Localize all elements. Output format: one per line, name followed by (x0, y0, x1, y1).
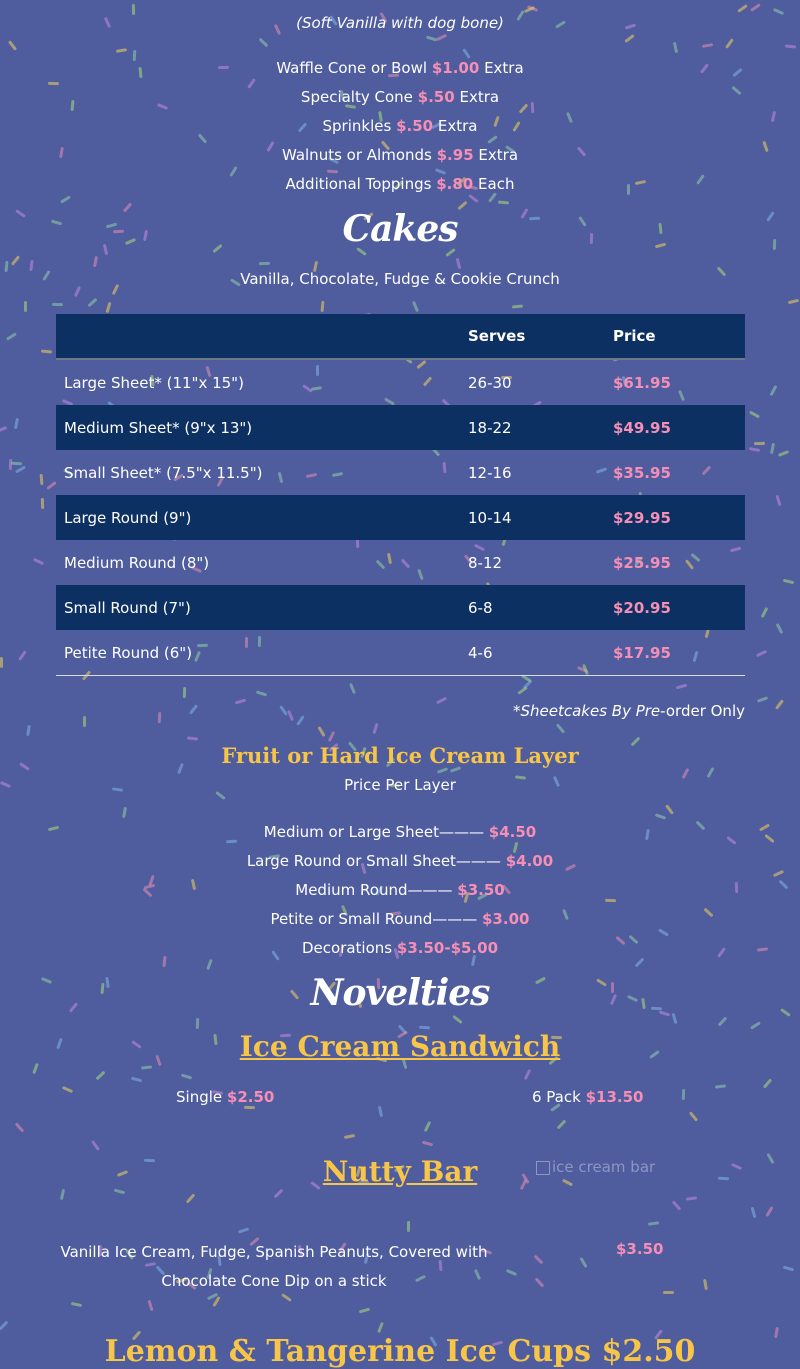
header-item (56, 314, 460, 359)
cake-size: Small Sheet* (7.5"x 11.5") (64, 463, 263, 482)
sprinkle (321, 301, 325, 312)
layer-name: Large Round or Small Sheet——— (246, 852, 501, 870)
sprinkle (317, 726, 325, 737)
table-row (56, 495, 745, 540)
sprinkle (24, 301, 27, 312)
layer-price: $4.50 (488, 823, 537, 841)
sprinkle (33, 558, 44, 566)
nutty-bar-description: Vanilla Ice Cream, Fudge, Spanish Peanuts, Covered with Chocolate Cone Dip on a stick (60, 1243, 488, 1290)
ice-cream-bar-image (536, 1158, 666, 1180)
sprinkle (8, 40, 17, 51)
layer-price: $3.50 (457, 881, 505, 899)
table-row (56, 585, 745, 630)
extra-price: $1.00 (431, 59, 480, 77)
sheetcake-note-rest: -order Only (660, 702, 745, 720)
layer-item (0, 934, 800, 963)
cake-size: Large Round (9") (56, 495, 460, 540)
table-row (56, 540, 745, 585)
sheetcake-note-italic: *Sheetcakes By Pre (512, 702, 661, 720)
sprinkle (0, 426, 7, 433)
sprinkle (91, 1140, 100, 1151)
sprinkle (18, 650, 27, 661)
sprinkle (106, 302, 112, 313)
sprinkle (189, 704, 198, 715)
sprinkle (15, 1122, 25, 1132)
sprinkle (778, 450, 789, 457)
extra-price: $.50 (396, 117, 434, 135)
sprinkle (672, 1200, 682, 1210)
extra-unit: Extra (484, 59, 524, 77)
sprinkle (498, 201, 509, 205)
extras-list (0, 54, 800, 199)
table-row (56, 450, 745, 495)
sprinkle (407, 1221, 410, 1232)
cakes-price-table (56, 314, 745, 676)
layer-item (0, 847, 800, 876)
sprinkle (328, 731, 336, 742)
sprinkle (682, 1089, 686, 1100)
sprinkle (686, 1196, 697, 1201)
sprinkle (116, 48, 127, 53)
sprinkle (783, 1266, 794, 1272)
cake-price: $61.95 (613, 373, 671, 392)
sprinkle (648, 1221, 659, 1226)
extra-item (0, 54, 800, 83)
nutty-bar-heading: Nutty Bar (322, 1155, 478, 1188)
sprinkle (506, 1269, 517, 1276)
extra-price: $.80 (436, 175, 474, 193)
sprinkle (436, 34, 447, 42)
sprinkle (524, 1069, 532, 1080)
sprinkle (436, 697, 447, 705)
cake-price: $35.95 (613, 463, 671, 482)
sprinkle (788, 299, 799, 304)
layer-subtitle: Price Per Layer (344, 776, 456, 794)
sprinkle (703, 1279, 708, 1290)
sprinkle (0, 1321, 8, 1331)
sprinkle (0, 657, 3, 668)
header-serves: Serves (460, 314, 605, 359)
sprinkle (344, 1134, 355, 1139)
sprinkle (672, 1013, 678, 1024)
sandwich-six-pack (532, 1088, 643, 1106)
extra-item (0, 83, 800, 112)
sprinkle (535, 1277, 545, 1287)
cake-size: Small Round (7") (56, 585, 460, 630)
sprinkle (750, 1021, 761, 1030)
sprinkle (718, 1016, 728, 1026)
layer-price: $4.00 (505, 852, 554, 870)
sandwich-pack-label: 6 Pack (532, 1088, 581, 1106)
sprinkle (141, 1065, 152, 1069)
sprinkle (131, 1077, 142, 1083)
table-row (56, 405, 745, 450)
sandwich-single-price: $2.50 (226, 1088, 275, 1106)
image-alt-text: ice cream bar (552, 1158, 656, 1176)
extra-item (0, 141, 800, 170)
sprinkle (11, 255, 20, 265)
sprinkle (775, 699, 784, 710)
sprinkle (359, 1308, 370, 1314)
sprinkle (437, 767, 448, 774)
sprinkle (244, 1106, 255, 1109)
sprinkle (676, 684, 687, 690)
softserve-note: (Soft Vanilla with dog bone) (296, 14, 504, 32)
cake-size: Large Sheet* (11"x 15") (64, 373, 244, 392)
sprinkle (183, 687, 186, 698)
layer-price: $3.00 (482, 910, 530, 928)
broken-image-icon (536, 1161, 550, 1175)
sprinkle (14, 418, 19, 429)
sprinkle (274, 1189, 284, 1199)
sprinkle (756, 650, 767, 657)
sprinkle (689, 1111, 698, 1121)
sprinkle (235, 699, 246, 705)
cakes-flavors: Vanilla, Chocolate, Fudge & Cookie Crunch (240, 270, 560, 288)
sprinkle (624, 34, 635, 43)
extra-name: Sprinkles (322, 117, 392, 135)
sprinkle (702, 43, 713, 48)
extra-name: Waffle Cone or Bowl (276, 59, 428, 77)
sprinkle (750, 3, 761, 12)
cake-serves: 6-8 (460, 585, 605, 630)
sprinkle (6, 332, 17, 340)
sprinkle (349, 683, 356, 694)
sprinkle (765, 1206, 773, 1217)
ice-cups-heading: Lemon & Tangerine Ice Cups $2.50 (104, 1334, 696, 1369)
nutty-bar-price: $3.50 (616, 1240, 664, 1258)
sprinkle (287, 710, 294, 721)
cake-price: $49.95 (605, 405, 745, 450)
sprinkle (452, 1015, 462, 1024)
extra-price: $.50 (417, 88, 455, 106)
cake-price: $25.95 (613, 553, 671, 572)
sandwich-pack-price: $13.50 (585, 1088, 644, 1106)
sprinkle (122, 807, 127, 818)
sprinkle (256, 690, 267, 696)
sprinkle (95, 1071, 105, 1081)
sprinkle (238, 1227, 249, 1233)
extra-item (0, 112, 800, 141)
sprinkle (770, 443, 775, 454)
layer-name: Decorations (301, 939, 393, 957)
ice-cream-sandwich-heading: Ice Cream Sandwich (239, 1030, 561, 1063)
sprinkle (512, 304, 523, 308)
sprinkle (83, 716, 86, 727)
sprinkle (749, 411, 760, 419)
layer-item (0, 905, 800, 934)
sprinkle (259, 262, 270, 265)
sprinkle (424, 1121, 432, 1132)
layer-name: Medium or Large Sheet——— (263, 823, 484, 841)
sprinkle (422, 1141, 433, 1147)
sprinkle (761, 607, 769, 618)
cake-price: $17.95 (605, 630, 745, 676)
extra-unit: Extra (437, 117, 478, 135)
sprinkle (557, 1120, 567, 1130)
cake-serves: 12-16 (468, 463, 512, 482)
table-row (56, 359, 745, 405)
sprinkle (60, 1189, 65, 1200)
sprinkle (783, 579, 794, 585)
sprinkle (11, 462, 22, 466)
sprinkle (15, 466, 26, 474)
sprinkle (196, 1018, 199, 1029)
sprinkle (378, 1106, 383, 1117)
sprinkle (775, 495, 781, 506)
sprinkle (40, 474, 44, 485)
cake-serves: 8-12 (468, 553, 503, 572)
sprinkle (412, 301, 419, 312)
sprinkle (296, 715, 305, 726)
sprinkle (763, 1078, 772, 1088)
sprinkle (749, 447, 760, 452)
sprinkle (556, 723, 565, 733)
sprinkle (212, 1296, 220, 1307)
cake-price: $20.95 (605, 585, 745, 630)
sprinkle (725, 38, 734, 49)
extra-unit: Each (478, 175, 515, 193)
sprinkle (26, 725, 31, 736)
sprinkle (71, 1302, 82, 1307)
sheetcake-note (513, 702, 745, 720)
sprinkle (754, 442, 765, 445)
sandwich-single-label: Single (176, 1088, 223, 1106)
table-row (56, 630, 745, 676)
sprinkle (663, 1291, 674, 1294)
sprinkle (158, 712, 162, 723)
sprinkle (715, 1084, 726, 1088)
sprinkle (426, 35, 437, 41)
sprinkle (87, 298, 97, 308)
sprinkle (41, 498, 44, 509)
extra-unit: Extra (478, 146, 519, 164)
layer-heading: Fruit or Hard Ice Cream Layer (221, 743, 579, 768)
sprinkle (187, 736, 198, 740)
novelties-heading: Novelties (310, 972, 490, 1014)
layer-item (0, 818, 800, 847)
layer-price-list (0, 818, 800, 963)
sprinkle (770, 385, 778, 396)
cake-size: Medium Sheet* (9"x 13") (56, 405, 460, 450)
layer-name: Medium Round——— (295, 881, 453, 899)
sprinkle (372, 723, 378, 734)
sprinkle (258, 38, 268, 48)
sprinkle (751, 1207, 757, 1218)
table-header-row (56, 314, 745, 359)
extra-name: Specialty Cone (300, 88, 413, 106)
sprinkle (93, 256, 98, 267)
sprinkle (32, 1063, 39, 1074)
extra-name: Walnuts or Almonds (281, 146, 432, 164)
sprinkle (52, 303, 63, 306)
extra-price: $.95 (436, 146, 474, 164)
sprinkle (62, 1086, 73, 1093)
sprinkle (534, 1255, 544, 1265)
cake-serves: 18-22 (460, 405, 605, 450)
cake-serves: 4-6 (460, 630, 605, 676)
layer-price: $3.50-$5.00 (396, 939, 499, 957)
sprinkle (776, 623, 784, 634)
extra-item (0, 170, 800, 199)
header-price: Price (605, 314, 745, 359)
sprinkle (114, 1189, 125, 1195)
layer-name: Petite or Small Round——— (270, 910, 478, 928)
cakes-heading: Cakes (342, 208, 458, 250)
sprinkle (673, 42, 678, 53)
sprinkle (147, 1300, 153, 1311)
sprinkle (757, 696, 768, 703)
sprinkle (579, 1257, 587, 1268)
cake-size: Medium Round (8") (64, 553, 210, 572)
sprinkle (377, 1322, 384, 1333)
sprinkle (665, 804, 674, 815)
sprinkle (419, 1026, 430, 1030)
cake-price: $29.95 (605, 495, 745, 540)
sprinkle (785, 44, 796, 48)
cake-serves: 10-14 (460, 495, 605, 540)
extra-name: Additional Toppings (285, 175, 432, 193)
extra-unit: Extra (459, 88, 500, 106)
cake-serves: 26-30 (468, 373, 512, 392)
sandwich-single (176, 1088, 274, 1106)
sprinkle (186, 1193, 196, 1203)
sprinkle (41, 350, 52, 354)
cake-size: Petite Round (6") (56, 630, 460, 676)
sprinkle (181, 1073, 192, 1079)
layer-item (0, 876, 800, 905)
sprinkle (456, 258, 462, 269)
